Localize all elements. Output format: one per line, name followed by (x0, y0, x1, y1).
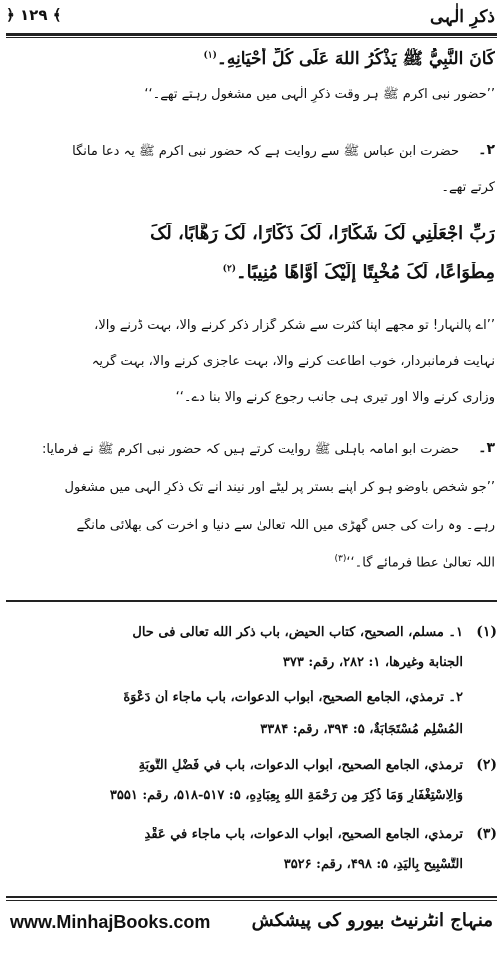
footnote-3-line-2: التَّسْبِيحِ بِالْيَدِ، ۵: ۴۹۸، رقم: ۳۵۲۶ (283, 857, 463, 872)
footnote-1-line-4: الْمُسْلِمِ مُسْتَجَابَةٌ، ۵: ۳۹۴، رقم: ۳۳۸۴ (260, 722, 463, 737)
hadith-1-translation: ’’حضور نبی اکرم ﷺ ہر وقت ذکرِ الٰہی میں مشغول رہتے تھے۔‘‘ (144, 87, 495, 102)
dua-translation-2: نہایت فرمانبردار، خوب اطاعت کرنے والا، بہت عاجزی کرنے والا، بہت گریہ (91, 354, 495, 369)
footnote-2-line-2: وَالِاسْتِغْفَارِ وَمَا ذُكِرَ مِن رَحْمَةِ اللهِ بِعِبَادِهِ، ۵: ۵۱۷-۵۱۸، رقم: ۳۵۵۱ (109, 788, 463, 803)
hadith-2-intro-2: کرتے تھے۔ (441, 180, 495, 195)
dua-arabic-1: رَبِّ اجْعَلْنِي لَکَ شَکَّارًا، لَکَ ذَکَّارًا، لَکَ رَهَّابًا، لَکَ (150, 223, 495, 244)
page-header (6, 4, 497, 34)
hadith-3-translation-1: ’’جو شخص باوضو ہو کر اپنے بستر پر لیٹے اور نیند آنے تک ذکرِ الٰہی میں مشغول (64, 480, 495, 495)
footer-rule (6, 896, 497, 898)
footnote-1-line-3: ۲۔ ترمذي، الجامع الصحيح، أبواب الدعوات، باب ماجاء أن دَعْوَةَ (123, 690, 463, 705)
item-number-3: ۳۔ (478, 440, 495, 456)
hadith-3-translation-2: رہے۔ وہ رات کی جس گھڑی میں اللہ تعالیٰ سے دنیا و آخرت کی بھلائی مانگے (76, 518, 495, 533)
footnote-separator (6, 600, 497, 602)
page-footer (6, 900, 497, 950)
publisher-credit: منہاج انٹرنیٹ بیورو کی پیشکش (251, 910, 493, 931)
hadith-1-arabic: كَانَ النَّبِيُّ ﷺ يَذْكُرُ اللهَ عَلَى كُلِّ أَحْيَانِهِ۔$^{(۱)}$ (203, 49, 495, 69)
footnote-1-line-2: الجنابة وغيرها، ۱: ۲۸۲، رقم: ۳۷۳ (282, 655, 463, 670)
website-link[interactable]: www.MinhajBooks.com (10, 912, 211, 932)
footnote-1-number: (۱) (476, 624, 497, 640)
footnote-3-number: (۳) (476, 826, 497, 842)
page-number: ﴿ ۱۲۹ ﴾ (6, 6, 62, 24)
dua-translation-1: ’’اے پالنہار! تو مجھے اپنا کثرت سے شکر گزار ذکر کرنے والا، بہت ڈرنے والا، (94, 318, 495, 333)
header-rule (6, 33, 497, 36)
footnote-3-line-1: ترمذي، الجامع الصحيح، أبواب الدعوات، باب ماجاء في عَقْدِ (144, 827, 463, 842)
footnote-2-number: (۲) (476, 757, 497, 773)
header-rule-thin (6, 37, 497, 38)
hadith-3-translation-3: اللہ تعالیٰ عطا فرمائے گا۔‘‘$^{(۳)}$ (334, 554, 495, 571)
dua-arabic-2: مِطْوَاعًا، لَکَ مُخْبِتًا إِلَيْکَ أَوَّاهًا مُنِيبًا۔$^{(۲)}$ (222, 262, 495, 283)
footnote-2-line-1: ترمذي، الجامع الصحيح، أبواب الدعوات، باب في فَضْلِ التَّوبَةِ (138, 758, 463, 773)
footnote-1-line-1: ۱۔ مسلم، الصحيح، كتاب الحيض، باب ذكر الله تعالى فى حال (132, 625, 463, 640)
hadith-2-intro-1: حضرت ابن عباس ﷺ سے روایت ہے کہ حضور نبی اکرم ﷺ یہ دعا مانگا (72, 144, 459, 159)
hadith-3-intro: حضرت ابو امامہ باہلی ﷺ روایت کرتے ہیں کہ حضور نبی اکرم ﷺ نے فرمایا: (42, 442, 459, 457)
running-title: ذکرِ الٰہی (430, 7, 495, 27)
dua-translation-3: وزاری کرنے والا اور تیری ہی جانب رجوع کرنے والا بنا دے۔‘‘ (175, 390, 495, 405)
item-number-2: ۲۔ (478, 142, 495, 158)
